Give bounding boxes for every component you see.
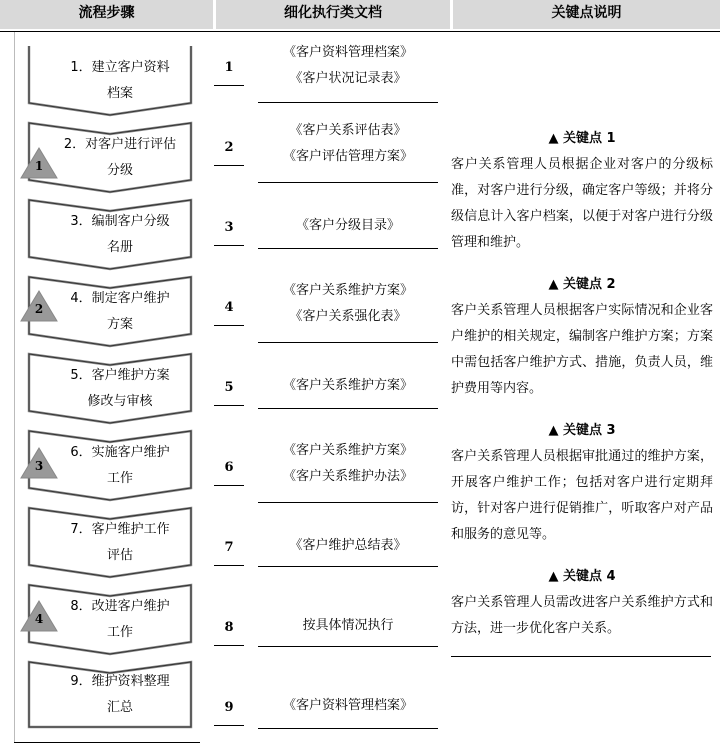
- key-point-marker: 1: [20, 147, 58, 179]
- doc-title: 《客户状况记录表》: [289, 71, 407, 86]
- key-point-rule: [451, 656, 711, 657]
- doc-number: 9: [224, 700, 234, 715]
- step-label: 5．客户维护方案 修改与审核: [70, 368, 170, 409]
- doc-title: 《客户关系维护方案》: [282, 283, 413, 298]
- step-label: 7．客户维护工作 评估: [70, 522, 170, 563]
- doc-cell: [258, 118, 438, 170]
- doc-title: 《客户资料管理档案》: [282, 45, 413, 60]
- process-step: [28, 661, 192, 733]
- doc-title: 《客户资料管理档案》: [282, 698, 413, 713]
- doc-rule: [258, 102, 438, 103]
- step-label: 8．改进客户维护 工作: [70, 599, 170, 640]
- number-rule: [214, 85, 244, 86]
- step-label: 9．维护资料整理 汇总: [70, 674, 170, 715]
- number-rule: [214, 725, 244, 726]
- key-point-1: [451, 126, 713, 256]
- doc-title: 《客户评估管理方案》: [282, 149, 413, 164]
- doc-title: 《客户分级目录》: [295, 218, 400, 233]
- key-point-2: [451, 272, 713, 402]
- doc-number: 6: [224, 460, 234, 475]
- doc-title: 《客户关系维护方案》: [282, 443, 413, 458]
- number-rule: [214, 405, 244, 406]
- doc-cell: [258, 278, 438, 330]
- header-documents: 细化执行类文档: [284, 5, 382, 21]
- doc-rule: [258, 248, 438, 249]
- number-rule: [214, 485, 244, 486]
- doc-rule: [258, 646, 438, 647]
- step-label: 4．制定客户维护 方案: [70, 291, 170, 332]
- key-point-body: 客户关系管理人员根据客户实际情况和企业客户维护的相关规定，编制客户维护方案；方案中需包括客户维护方式、措施，负责人员，维护费用等内容。: [451, 303, 713, 396]
- number-rule: [214, 245, 244, 246]
- key-point-4: [451, 564, 713, 642]
- doc-number: 7: [224, 540, 234, 555]
- key-point-title: ▲ 关键点 2: [548, 277, 616, 292]
- doc-title: 《客户维护总结表》: [289, 538, 407, 553]
- key-point-title: ▲ 关键点 4: [548, 569, 616, 584]
- number-rule: [214, 325, 244, 326]
- step-label: 2．对客户进行评估 分级: [63, 137, 177, 178]
- doc-cell: [258, 533, 438, 559]
- doc-rule: [258, 502, 438, 503]
- doc-number: 4: [224, 300, 234, 315]
- key-point-marker: 4: [20, 600, 58, 632]
- key-point-body: 客户关系管理人员需改进客户关系维护方式和方法，进一步优化客户关系。: [451, 595, 713, 636]
- doc-title: 《客户关系强化表》: [289, 309, 407, 324]
- doc-title: 《客户关系评估表》: [289, 123, 407, 138]
- doc-rule: [258, 182, 438, 183]
- key-point-body: 客户关系管理人员根据审批通过的维护方案，开展客户维护工作；包括对客户进行定期拜访，针对客户进行促销推广，听取客户对产品和服务的意见等。: [451, 449, 713, 542]
- key-point-title: ▲ 关键点 3: [548, 423, 616, 438]
- process-step: [28, 199, 192, 271]
- doc-title: 《客户关系维护办法》: [282, 469, 413, 484]
- doc-title: 按具体情况执行: [302, 618, 394, 633]
- process-step: [28, 507, 192, 579]
- process-step: [28, 353, 192, 425]
- doc-rule: [258, 728, 438, 729]
- doc-number: 8: [224, 620, 234, 635]
- step-label: 6．实施客户维护 工作: [70, 445, 170, 486]
- doc-cell: [258, 693, 438, 719]
- step-label: 3．编制客户分级 名册: [70, 214, 170, 255]
- key-point-marker: 2: [20, 290, 58, 322]
- header-process-steps: 流程步骤: [78, 5, 135, 21]
- key-point-marker: 3: [20, 447, 58, 479]
- doc-rule: [258, 342, 438, 343]
- column-border: [14, 32, 15, 742]
- key-point-3: [451, 418, 713, 548]
- doc-number: 3: [224, 220, 234, 235]
- doc-number: 1: [224, 60, 234, 75]
- header-rule: [0, 31, 720, 32]
- doc-cell: [258, 438, 438, 490]
- doc-rule: [258, 408, 438, 409]
- doc-title: 《客户关系维护方案》: [282, 378, 413, 393]
- doc-cell: [258, 613, 438, 639]
- bottom-rule: [14, 742, 200, 743]
- key-point-body: 客户关系管理人员根据企业对客户的分级标准，对客户进行分级，确定客户等级；并将分级信息计入客户档案，以便于对客户进行分级管理和维护。: [451, 157, 713, 250]
- header-key-points: 关键点说明: [551, 5, 622, 21]
- number-rule: [214, 645, 244, 646]
- key-point-title: ▲ 关键点 1: [548, 131, 616, 146]
- doc-number: 5: [224, 380, 234, 395]
- number-rule: [214, 165, 244, 166]
- doc-rule: [258, 566, 438, 567]
- number-rule: [214, 565, 244, 566]
- doc-cell: [258, 40, 438, 92]
- doc-number: 2: [224, 140, 234, 155]
- process-step: [28, 45, 192, 117]
- doc-cell: [258, 373, 438, 399]
- step-label: 1．建立客户资料 档案: [70, 60, 170, 101]
- doc-cell: [258, 213, 438, 239]
